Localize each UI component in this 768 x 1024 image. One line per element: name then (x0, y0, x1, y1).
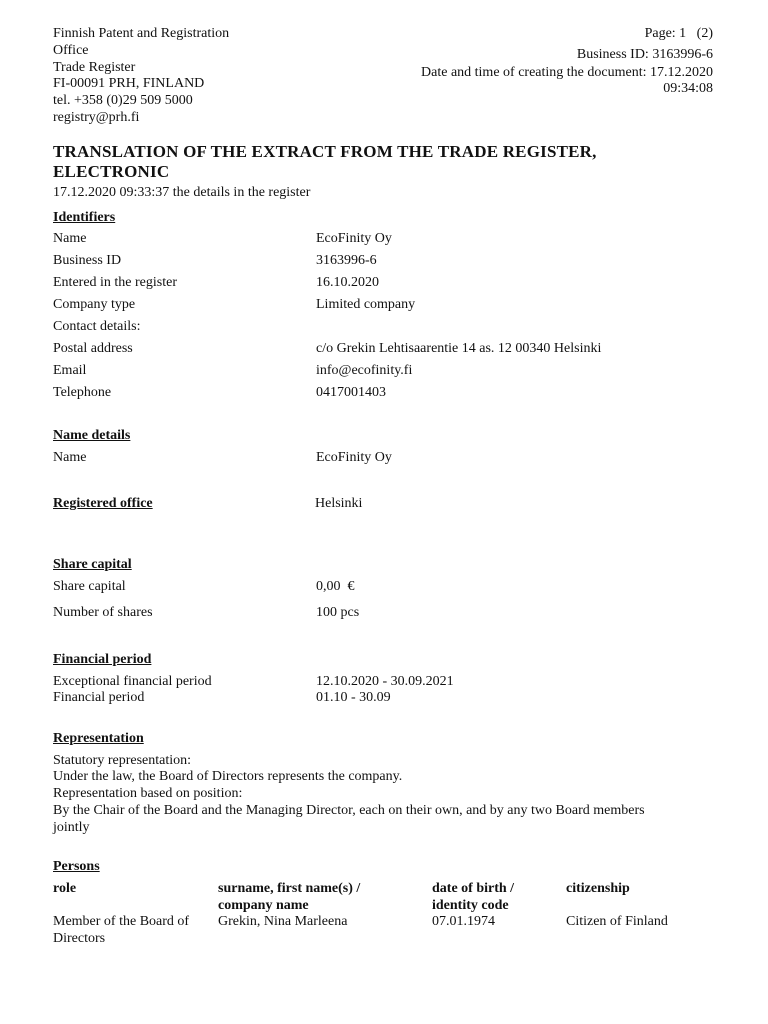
representation-line: By the Chair of the Board and the Managing Director, each on their own, and by any two Board members (53, 803, 645, 818)
id-row-value: 16.10.2020 (316, 275, 379, 290)
registry-department: Trade Register (53, 59, 136, 75)
persons-heading: Persons (53, 859, 100, 874)
person-dob: 07.01.1974 (432, 914, 495, 929)
person-citizenship: Citizen of Finland (566, 914, 668, 929)
persons-col-citizenship: citizenship (566, 881, 630, 896)
person-name: Grekin, Nina Marleena (218, 914, 348, 929)
number-of-shares-value: 100 pcs (316, 605, 360, 620)
share-capital-value: 0,00 € (316, 579, 355, 594)
representation-line: Representation based on position: (53, 786, 243, 801)
id-row-label: Contact details: (53, 319, 141, 334)
creation-date: Date and time of creating the document: 17.12.2020 (421, 65, 713, 80)
persons-col-name: surname, first name(s) / (218, 881, 361, 896)
creation-time: 09:34:08 (663, 81, 713, 96)
share-capital-label: Share capital (53, 579, 126, 594)
name-details-value: EcoFinity Oy (316, 450, 392, 465)
number-of-shares-label: Number of shares (53, 605, 153, 620)
register-timestamp: 17.12.2020 09:33:37 the details in the register (53, 185, 311, 200)
business-id-header: Business ID: 3163996-6 (576, 47, 713, 62)
id-row-label: Email (53, 363, 87, 378)
representation-line: jointly (53, 820, 90, 835)
document-title (53, 142, 597, 181)
representation-line: Statutory representation: (53, 753, 192, 768)
share-capital-heading: Share capital (53, 557, 132, 572)
document-meta-block (421, 24, 713, 97)
identifiers-heading: Identifiers (53, 210, 116, 225)
name-details-heading: Name details (53, 428, 131, 443)
financial-period-label: Financial period (53, 690, 145, 705)
persons-col-dob-line2: identity code (432, 898, 509, 913)
id-row-value: info@ecofinity.fi (316, 363, 413, 378)
id-row-value: 3163996-6 (316, 253, 377, 268)
registry-name-line2: Office (53, 42, 89, 58)
persons-col-role: role (53, 881, 77, 896)
name-details-label: Name (53, 450, 87, 465)
id-row-label: Company type (53, 297, 136, 312)
id-row-label: Postal address (53, 341, 133, 356)
id-row-label: Name (53, 231, 87, 246)
page-number (421, 24, 713, 44)
registry-postal-address: FI-00091 PRH, FINLAND (53, 76, 205, 92)
id-row-value: c/o Grekin Lehtisaarentie 14 as. 12 00340 Helsinki (316, 341, 602, 356)
id-row-label: Telephone (53, 385, 112, 400)
registry-name-line1: Finnish Patent and Registration (53, 26, 230, 41)
representation-heading: Representation (53, 731, 144, 746)
persons-col-name-line2: company name (218, 898, 309, 913)
page-label: Page: 1 (644, 26, 687, 41)
financial-period-value: 01.10 - 30.09 (316, 690, 391, 705)
exceptional-period-value: 12.10.2020 - 30.09.2021 (316, 674, 454, 689)
id-row-value: Limited company (316, 297, 416, 312)
registry-address-block (53, 26, 229, 127)
id-row-value: 0417001403 (316, 385, 386, 400)
registry-email: registry@prh.fi (53, 109, 140, 125)
registered-office-value: Helsinki (315, 496, 363, 511)
id-row-label: Entered in the register (53, 275, 178, 290)
id-row-value: EcoFinity Oy (316, 231, 392, 246)
registered-office-heading: Registered office (53, 496, 153, 511)
exceptional-period-label: Exceptional financial period (53, 674, 212, 689)
title-line1: TRANSLATION OF THE EXTRACT FROM THE TRADE REGISTER, (53, 142, 597, 161)
person-role-line2: Directors (53, 931, 106, 946)
representation-line: Under the law, the Board of Directors represents the company. (53, 769, 403, 784)
persons-col-dob: date of birth / (432, 881, 515, 896)
financial-period-heading: Financial period (53, 652, 152, 667)
person-role: Member of the Board of (53, 914, 190, 929)
page-total: (2) (696, 26, 713, 41)
title-line2: ELECTRONIC (53, 161, 170, 181)
id-row-label: Business ID (53, 253, 122, 268)
registry-phone: tel. +358 (0)29 509 5000 (53, 93, 193, 109)
